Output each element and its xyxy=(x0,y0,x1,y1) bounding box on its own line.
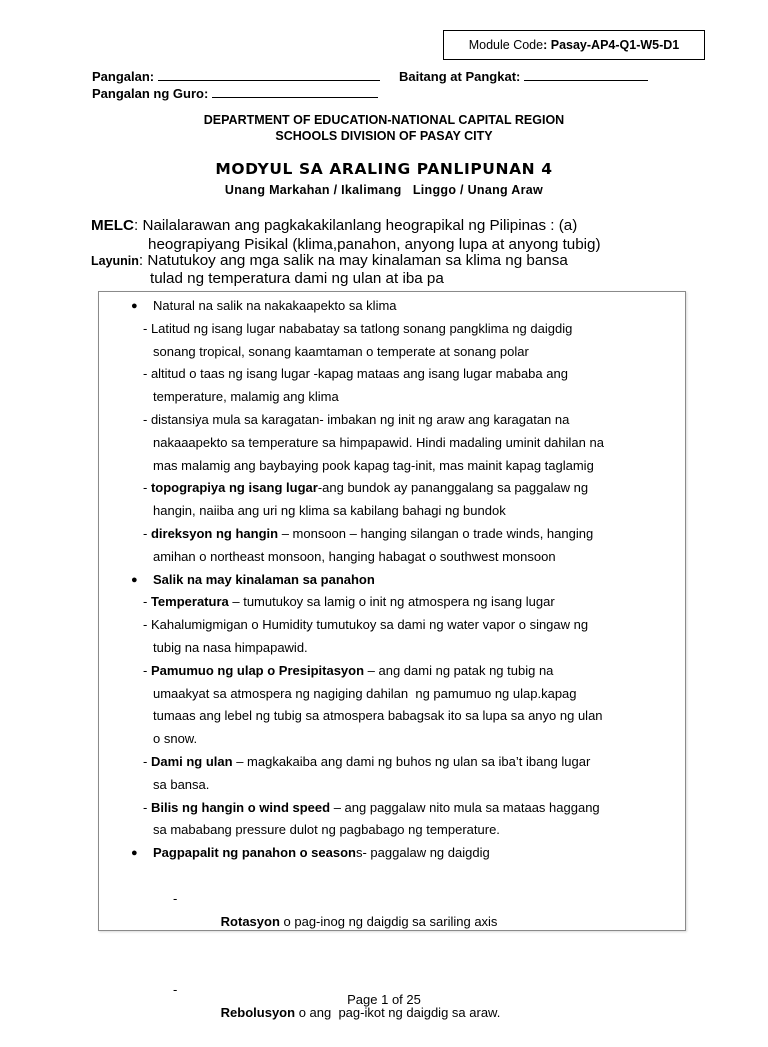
list-item-continued: mas malamig ang baybaying pook kapag tag-init, mas mainit kapag taglamig xyxy=(153,457,594,473)
layunin-label: Layunin xyxy=(91,254,139,268)
bullet-title: Salik na may kinalaman sa panahon xyxy=(153,571,375,587)
pangalan-blank[interactable] xyxy=(158,68,380,81)
list-item-continued: umaakyat sa atmospera ng nagiging dahilan ng pamumuo ng ulap.kapag xyxy=(153,685,577,701)
guro-row xyxy=(92,85,378,101)
module-code-label: Module Code xyxy=(468,38,544,52)
term-definition: – ang dami ng patak ng tubig na xyxy=(364,662,554,678)
term-bold: Temperatura xyxy=(150,594,229,610)
bullet-natural-factors xyxy=(99,295,685,318)
melc-line-1: : Nailalarawan ang pagkakakilanlang heograpikal ng Pilipinas : (a) xyxy=(134,217,578,234)
module-subtitle: Unang Markahan / Ikalimang Linggo / Unang Araw xyxy=(224,183,544,197)
dash-prefix: - xyxy=(143,525,151,541)
list-item xyxy=(99,751,685,774)
bullet-icon: ● xyxy=(131,847,138,860)
dash-prefix: - xyxy=(143,799,151,815)
layunin-line-2: tulad ng temperatura dami ng ulan at iba pa xyxy=(150,270,444,287)
content-body xyxy=(99,295,685,1047)
term-bold: Bilis ng hangin o wind speed xyxy=(150,799,331,815)
pangalan-label: Pangalan: xyxy=(92,69,155,84)
list-item xyxy=(99,477,685,500)
bullet-title-rest: s- paggalaw ng daigdig xyxy=(355,845,490,861)
layunin-section xyxy=(91,252,711,288)
term-definition: – monsoon – hanging silangan o trade winds, hanging xyxy=(278,525,594,541)
list-item xyxy=(99,591,685,614)
list-item-continued: sa mababang pressure dulot ng pagbabago ng temperature. xyxy=(153,822,500,838)
term-bold: Rotasyon xyxy=(220,913,280,929)
melc-label: MELC xyxy=(91,217,135,234)
list-item: - distansiya mula sa karagatan- imbakan ng init ng araw ang karagatan na xyxy=(143,411,570,427)
bullet-title: Pagpapalit ng panahon o season xyxy=(153,845,356,861)
module-code-value: : Pasay-AP4-Q1-W5-D1 xyxy=(543,38,680,52)
list-item-continued: amihan o northeast monsoon, hanging habagat o southwest monsoon xyxy=(153,548,556,564)
term-bold: topograpiya ng isang lugar xyxy=(150,480,318,496)
page-number: Page 1 of 25 xyxy=(347,992,421,1007)
list-item-continued: nakaaapekto sa temperature sa himpapawid. Hindi madaling uminit dahilan na xyxy=(153,434,604,450)
name-row xyxy=(92,68,648,84)
list-item-continued: sa bansa. xyxy=(153,776,210,792)
list-item xyxy=(99,523,685,546)
department-header xyxy=(0,112,768,144)
term-definition: – tumutukoy sa lamig o init ng atmospera ng isang lugar xyxy=(228,594,555,610)
melc-line-2: heograpiyang Pisikal (klima,panahon, anyong lupa at anyong tubig) xyxy=(148,236,601,253)
baitang-blank[interactable] xyxy=(524,68,648,81)
dept-line-1: DEPARTMENT OF EDUCATION-NATIONAL CAPITAL REGION xyxy=(203,113,565,127)
term-bold: Dami ng ulan xyxy=(150,753,233,769)
term-bold: Pamumuo ng ulap o Presipitasyon xyxy=(150,662,365,678)
list-item-continued: tubig na nasa himpapawid. xyxy=(153,639,308,655)
list-item-continued: hangin, naiiba ang uri ng klima sa kabilang bahagi ng bundok xyxy=(153,503,506,519)
list-item-continued: o snow. xyxy=(153,731,198,747)
module-code-box xyxy=(443,30,705,60)
bullet-icon: ● xyxy=(131,300,138,312)
list-item: - Latitud ng isang lugar nababatay sa tatlong sonang pangklima ng daigdig xyxy=(143,320,573,336)
dash-prefix: - xyxy=(143,753,151,769)
list-item xyxy=(99,660,685,683)
dash-prefix: - xyxy=(173,890,178,906)
module-title: MODYUL SA ARALING PANLIPUNAN 4 xyxy=(215,160,553,178)
guro-blank[interactable] xyxy=(212,85,378,98)
list-item-continued: sonang tropical, sonang kaamtaman o temperate at sonang polar xyxy=(153,343,529,359)
term-definition: – ang paggalaw nito mula sa mataas haggang xyxy=(330,799,600,815)
term-definition: -ang bundok ay pananggalang sa paggalaw ng xyxy=(317,480,589,496)
term-definition: o pag-inog ng daigdig sa sariling axis xyxy=(279,913,498,929)
bullet-seasons xyxy=(99,842,685,865)
list-item: - Kahalumigmigan o Humidity tumutukoy sa dami ng water vapor o singaw ng xyxy=(143,617,589,633)
term-definition: o ang pag-ikot ng daigdig sa araw. xyxy=(295,1004,501,1020)
dash-prefix: - xyxy=(143,480,151,496)
bullet-weather-factors xyxy=(99,569,685,592)
list-item: - altitud o taas ng isang lugar -kapag mataas ang isang lugar mababa ang xyxy=(143,366,568,382)
list-item xyxy=(99,797,685,820)
dash-prefix: - xyxy=(173,981,178,997)
guro-label: Pangalan ng Guro: xyxy=(92,86,209,101)
term-bold: Rebolusyon xyxy=(220,1004,296,1020)
bullet-icon: ● xyxy=(131,573,138,586)
term-bold: direksyon ng hangin xyxy=(150,525,279,541)
melc-section xyxy=(91,216,711,254)
list-item-rotation xyxy=(99,865,685,956)
bullet-title: Natural na salik na nakakaapekto sa klima xyxy=(153,298,397,313)
baitang-label: Baitang at Pangkat: xyxy=(399,69,521,84)
layunin-line-1: : Natutukoy ang mga salik na may kinalaman sa klima ng bansa xyxy=(138,252,568,269)
dash-prefix: - xyxy=(143,594,151,610)
list-item-continued: temperature, malamig ang klima xyxy=(153,389,339,405)
list-item-continued: tumaas ang lebel ng tubig sa atmospera babagsak ito sa lupa sa anyo ng ulan xyxy=(153,708,603,724)
term-definition: – magkakaiba ang dami ng buhos ng ulan sa iba’t ibang lugar xyxy=(232,753,591,769)
dash-prefix: - xyxy=(143,662,151,678)
dept-line-2: SCHOOLS DIVISION OF PASAY CITY xyxy=(275,129,493,143)
